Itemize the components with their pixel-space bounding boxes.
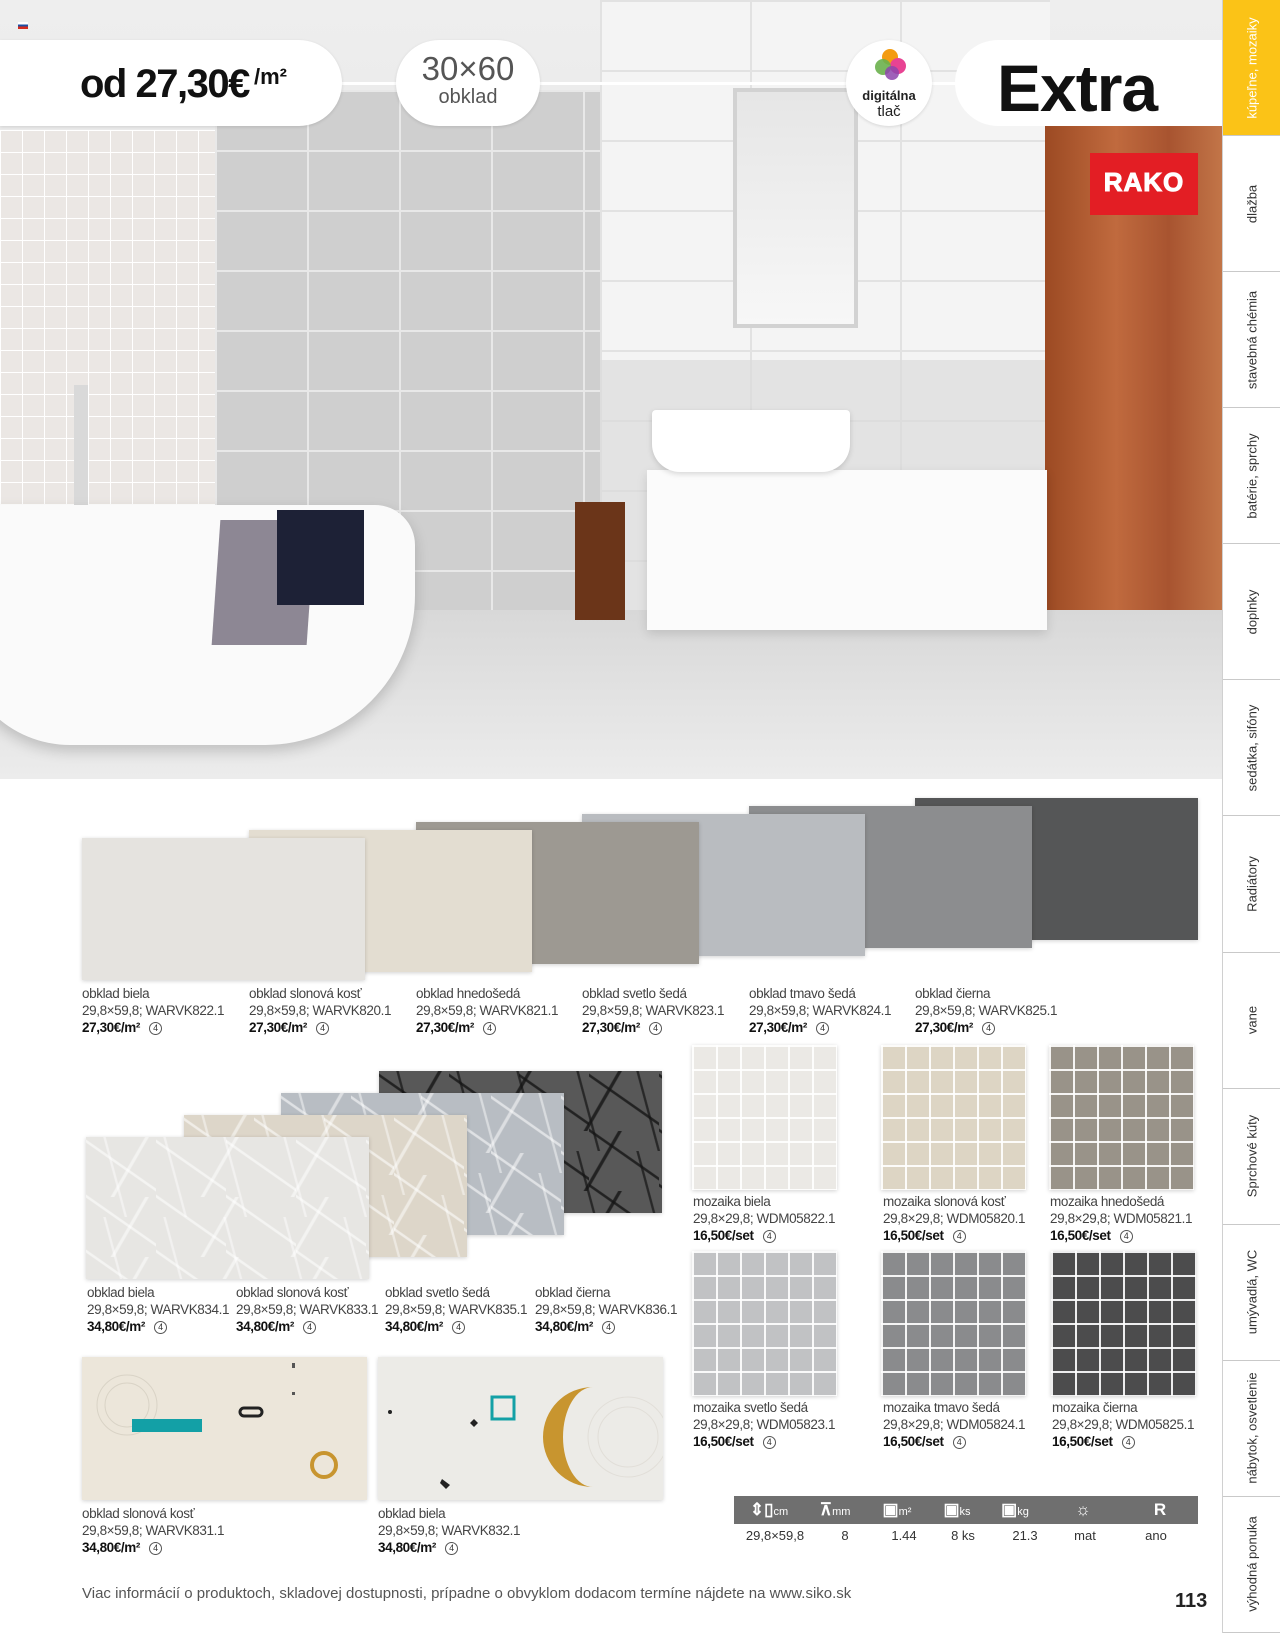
mosaic-caption [883, 1193, 1025, 1244]
price-unit: /m² [254, 64, 287, 89]
spec-thickness: 8 [841, 1528, 849, 1543]
mosaic-code: 29,8×29,8; WDM05824.1 [883, 1417, 1026, 1432]
mosaic-swatch[interactable] [692, 1045, 837, 1190]
mosaic-code: 29,8×29,8; WDM05822.1 [693, 1211, 836, 1226]
tile-decor-graphic [82, 1357, 367, 1500]
badge-icon: 4 [445, 1542, 458, 1555]
hero-tub-faucet [74, 385, 88, 515]
mosaic-swatch[interactable] [1049, 1045, 1194, 1190]
digital-print-icon [870, 46, 908, 86]
size-badge [396, 40, 540, 126]
tile-name: obklad biela [378, 1506, 446, 1521]
digital-print-line2: tlač [877, 103, 901, 120]
sidebar-tab-vane[interactable] [1223, 953, 1280, 1089]
hero-stool [575, 502, 625, 620]
tile-caption [236, 1284, 378, 1335]
digital-print-badge [846, 40, 932, 126]
tile-code: 29,8×59,8; WARVK823.1 [582, 1003, 725, 1018]
tile-name: obklad čierna [535, 1285, 611, 1300]
tile-name: obklad tmavo šedá [749, 986, 856, 1001]
sidebar-tab-label: sedátka, sifóny [1244, 704, 1259, 792]
page-number: 113 [1175, 1590, 1208, 1612]
mosaic-code: 29,8×29,8; WDM05820.1 [883, 1211, 1026, 1226]
sidebar-tab-label: Radiátory [1244, 856, 1259, 912]
tile-code: 29,8×59,8; WARVK831.1 [82, 1523, 225, 1538]
mosaic-name: mozaika svetlo šedá [693, 1400, 808, 1415]
spec-size: 29,8×59,8 [745, 1528, 805, 1543]
mosaic-price: 16,50€/set [693, 1228, 754, 1243]
badge-icon: 4 [602, 1321, 615, 1334]
sidebar-tab-radiatory[interactable] [1223, 817, 1280, 953]
tile-name: obklad hnedošedá [416, 986, 520, 1001]
badge-icon: 4 [763, 1230, 776, 1243]
mosaic-name: mozaika biela [693, 1194, 771, 1209]
tile-price: 27,30€/m² [582, 1020, 640, 1035]
sidebar-tab-label: batérie, sprchy [1244, 433, 1259, 519]
mosaic-swatch[interactable] [881, 1251, 1026, 1396]
surface-finish-icon: ☼ [1075, 1500, 1091, 1519]
specs-header [734, 1496, 1198, 1524]
price-from: od 27,30€ [80, 62, 249, 106]
mosaic-swatch[interactable] [1051, 1251, 1196, 1396]
mosaic-swatch[interactable] [881, 1045, 1026, 1190]
mosaic-name: mozaika slonová kosť [883, 1194, 1006, 1209]
badge-icon: 4 [149, 1022, 162, 1035]
badge-icon: 4 [816, 1022, 829, 1035]
sidebar-tab-label: doplnky [1244, 589, 1259, 635]
hero-vanity [647, 470, 1047, 630]
sidebar-tab-dlazba[interactable] [1223, 136, 1280, 272]
box-area-icon: ▣m² [882, 1500, 912, 1519]
tile-price: 34,80€/m² [82, 1540, 140, 1555]
footer-info: Viac informácií o produktoch, skladovej dostupnosti, prípadne o obvyklom dodacom termíne nájdete na www.siko.sk [82, 1585, 852, 1602]
sidebar-tab-baterie[interactable] [1223, 408, 1280, 544]
tile-swatch[interactable] [86, 1137, 369, 1279]
tile-caption [749, 985, 891, 1036]
tile-price: 34,80€/m² [87, 1319, 145, 1334]
badge-icon: 4 [154, 1321, 167, 1334]
tile-code: 29,8×59,8; WARVK833.1 [236, 1302, 379, 1317]
box-weight-icon: ▣kg [1001, 1500, 1029, 1519]
sidebar-tab-label: dlažba [1244, 184, 1259, 223]
mosaic-code: 29,8×29,8; WDM05825.1 [1052, 1417, 1195, 1432]
category-sidebar [1222, 0, 1280, 1633]
tile-code: 29,8×59,8; WARVK821.1 [416, 1003, 559, 1018]
spec-rectified: ano [1145, 1528, 1167, 1543]
mosaic-price: 16,50€/set [1050, 1228, 1111, 1243]
sidebar-tab-vyhodna-ponuka[interactable] [1223, 1497, 1280, 1633]
mosaic-caption [883, 1399, 1025, 1450]
tile-caption [249, 985, 391, 1036]
sidebar-tab-nabytok[interactable] [1223, 1361, 1280, 1497]
flag-icon [18, 22, 28, 29]
mosaic-caption [1050, 1193, 1192, 1244]
tile-caption [87, 1284, 229, 1335]
tile-caption [385, 1284, 527, 1335]
tile-code: 29,8×59,8; WARVK832.1 [378, 1523, 521, 1538]
sidebar-tab-label: vane [1244, 1006, 1259, 1035]
mosaic-swatch[interactable] [692, 1251, 837, 1396]
brand-logo [1090, 153, 1198, 215]
spec-box-area: 1.44 [891, 1528, 917, 1543]
tile-decor-graphic [378, 1357, 663, 1500]
mosaic-price: 16,50€/set [883, 1434, 944, 1449]
hero-mirror [733, 88, 858, 328]
badge-icon: 4 [149, 1542, 162, 1555]
tile-name: obklad slonová kosť [236, 1285, 349, 1300]
mosaic-name: mozaika čierna [1052, 1400, 1138, 1415]
sidebar-tab-sedatka[interactable] [1223, 680, 1280, 816]
tile-code: 29,8×59,8; WARVK822.1 [82, 1003, 225, 1018]
badge-icon: 4 [303, 1321, 316, 1334]
mosaic-name: mozaika hnedošedá [1050, 1194, 1165, 1209]
tile-swatch[interactable] [82, 1357, 367, 1500]
sidebar-tab-label: výhodná ponuka [1244, 1516, 1259, 1613]
mosaic-price: 16,50€/set [693, 1434, 754, 1449]
tile-caption [378, 1505, 520, 1556]
tile-price: 27,30€/m² [416, 1020, 474, 1035]
mosaic-code: 29,8×29,8; WDM05823.1 [693, 1417, 836, 1432]
mosaic-caption [693, 1193, 835, 1244]
mosaic-price: 16,50€/set [883, 1228, 944, 1243]
tile-price: 27,30€/m² [915, 1020, 973, 1035]
tile-swatch[interactable] [82, 838, 365, 980]
badge-icon: 4 [1120, 1230, 1133, 1243]
tile-name: obklad svetlo šedá [582, 986, 687, 1001]
tile-caption [582, 985, 724, 1036]
tile-caption [535, 1284, 677, 1335]
badge-icon: 4 [452, 1321, 465, 1334]
spec-box-pieces: 8 ks [951, 1528, 975, 1543]
tile-name: obklad slonová kosť [82, 1506, 195, 1521]
spec-finish: mat [1074, 1528, 1096, 1543]
tile-price: 27,30€/m² [749, 1020, 807, 1035]
tile-price: 27,30€/m² [82, 1020, 140, 1035]
tile-caption [82, 985, 224, 1036]
hero-towel-navy [277, 510, 364, 605]
tile-code: 29,8×59,8; WARVK820.1 [249, 1003, 392, 1018]
badge-icon: 4 [483, 1022, 496, 1035]
tile-name: obklad biela [87, 1285, 155, 1300]
tile-code: 29,8×59,8; WARVK836.1 [535, 1302, 678, 1317]
tile-price: 27,30€/m² [249, 1020, 307, 1035]
sidebar-tab-label: nábytok, osvetlenie [1244, 1372, 1259, 1485]
brand-logo-text: RAKO [1103, 167, 1185, 197]
tile-caption [82, 1505, 224, 1556]
sidebar-tab-sprchove-kuty[interactable] [1223, 1089, 1280, 1225]
tile-caption [915, 985, 1057, 1036]
mosaic-price: 16,50€/set [1052, 1434, 1113, 1449]
mosaic-caption [693, 1399, 835, 1450]
tile-price: 34,80€/m² [535, 1319, 593, 1334]
tile-name: obklad biela [82, 986, 150, 1001]
tile-code: 29,8×59,8; WARVK835.1 [385, 1302, 528, 1317]
sidebar-tab-kupelne[interactable] [1223, 0, 1280, 136]
sidebar-tab-label: Sprchové kúty [1244, 1115, 1259, 1198]
tile-swatch[interactable] [378, 1357, 663, 1500]
badge-icon: 4 [316, 1022, 329, 1035]
tile-name: obklad slonová kosť [249, 986, 362, 1001]
mosaic-caption [1052, 1399, 1194, 1450]
thickness-icon: ⊼mm [819, 1500, 851, 1519]
mosaic-name: mozaika tmavo šedá [883, 1400, 1000, 1415]
badge-icon: 4 [1122, 1436, 1135, 1449]
sidebar-tab-doplnky[interactable] [1223, 544, 1280, 680]
tile-type: obklad [438, 86, 498, 108]
tile-code: 29,8×59,8; WARVK824.1 [749, 1003, 892, 1018]
tile-price: 34,80€/m² [236, 1319, 294, 1334]
tile-price: 34,80€/m² [385, 1319, 443, 1334]
badge-icon: 4 [982, 1022, 995, 1035]
hero-basin [652, 410, 850, 472]
sidebar-tab-label: kúpeľne, mozaiky [1244, 16, 1259, 119]
sidebar-tab-label: stavebná chémia [1244, 290, 1259, 389]
sidebar-tab-umyvadla[interactable] [1223, 1225, 1280, 1361]
sidebar-tab-stavebna-chemia[interactable] [1223, 272, 1280, 408]
tile-code: 29,8×59,8; WARVK825.1 [915, 1003, 1058, 1018]
tile-size: 30×60 [421, 50, 515, 87]
sidebar-tab-label: umývadlá, WC [1244, 1250, 1259, 1335]
box-pieces-icon: ▣ks [943, 1500, 971, 1519]
tile-price: 34,80€/m² [378, 1540, 436, 1555]
spec-box-weight: 21.3 [1012, 1528, 1038, 1543]
badge-icon: 4 [763, 1436, 776, 1449]
mosaic-code: 29,8×29,8; WDM05821.1 [1050, 1211, 1193, 1226]
badge-icon: 4 [649, 1022, 662, 1035]
badge-icon: 4 [953, 1230, 966, 1243]
tile-name: obklad čierna [915, 986, 991, 1001]
hero-mosaic-wall [0, 130, 215, 520]
tile-caption [416, 985, 558, 1036]
tile-name: obklad svetlo šedá [385, 1285, 490, 1300]
badge-icon: 4 [953, 1436, 966, 1449]
digital-print-line1: digitálna [862, 88, 916, 103]
dimension-icon: ⇕▯cm [749, 1500, 789, 1519]
rectified-icon: R [1153, 1500, 1167, 1519]
tile-code: 29,8×59,8; WARVK834.1 [87, 1302, 230, 1317]
collection-title: Extra [997, 51, 1158, 125]
